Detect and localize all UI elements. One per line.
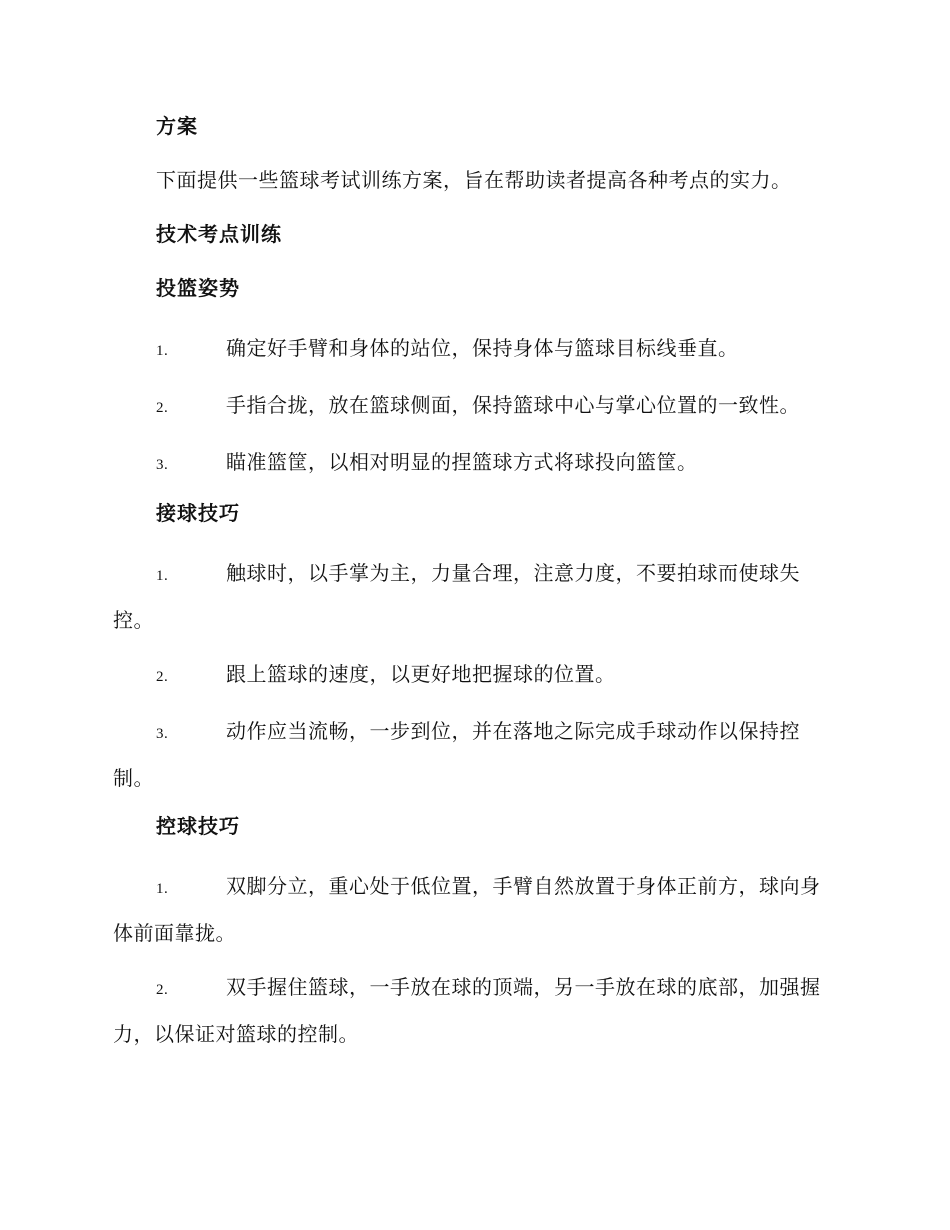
subsection-heading-dribbling: 控球技巧 bbox=[156, 814, 240, 838]
list-item-number: 1. bbox=[156, 881, 169, 897]
document-page bbox=[113, 110, 835, 1066]
list-item-text: 跟上篮球的速度，以更好地把握球的位置。 bbox=[226, 662, 616, 686]
list-item-text: 动作应当流畅，一步到位，并在落地之际完成手球动作以保持控制。 bbox=[113, 719, 800, 790]
list-item bbox=[113, 965, 835, 1056]
list-item-number: 3. bbox=[156, 457, 169, 473]
list-item bbox=[113, 383, 835, 430]
subsection-heading-shooting: 投篮姿势 bbox=[156, 276, 240, 300]
list-item-text: 双手握住篮球，一手放在球的顶端，另一手放在球的底部，加强握力，以保证对篮球的控制。 bbox=[113, 975, 821, 1046]
list-item-number: 3. bbox=[156, 726, 169, 742]
list-item bbox=[113, 652, 835, 699]
list-item-number: 2. bbox=[156, 400, 169, 416]
list-item-number: 2. bbox=[156, 669, 169, 685]
list-item bbox=[113, 551, 835, 642]
list-item-text: 确定好手臂和身体的站位，保持身体与篮球目标线垂直。 bbox=[226, 336, 739, 360]
list-item-text: 触球时，以手掌为主，力量合理，注意力度，不要拍球而使球失控。 bbox=[113, 561, 800, 632]
list-item-number: 1. bbox=[156, 343, 169, 359]
list-item-text: 双脚分立，重心处于低位置，手臂自然放置于身体正前方，球向身体前面靠拢。 bbox=[113, 874, 821, 945]
section-heading: 技术考点训练 bbox=[156, 222, 282, 246]
list-item bbox=[113, 326, 835, 373]
intro-paragraph: 下面提供一些篮球考试训练方案，旨在帮助读者提高各种考点的实力。 bbox=[156, 168, 792, 192]
list-item bbox=[113, 440, 835, 487]
list-item-text: 手指合拢，放在篮球侧面，保持篮球中心与掌心位置的一致性。 bbox=[226, 393, 800, 417]
subsection-heading-catching: 接球技巧 bbox=[156, 501, 240, 525]
list-item-number: 2. bbox=[156, 982, 169, 998]
list-item bbox=[113, 864, 835, 955]
list-item-text: 瞄准篮筐，以相对明显的捏篮球方式将球投向篮筐。 bbox=[226, 450, 698, 474]
list-item bbox=[113, 709, 835, 800]
document-title: 方案 bbox=[156, 114, 198, 138]
list-item-number: 1. bbox=[156, 568, 169, 584]
